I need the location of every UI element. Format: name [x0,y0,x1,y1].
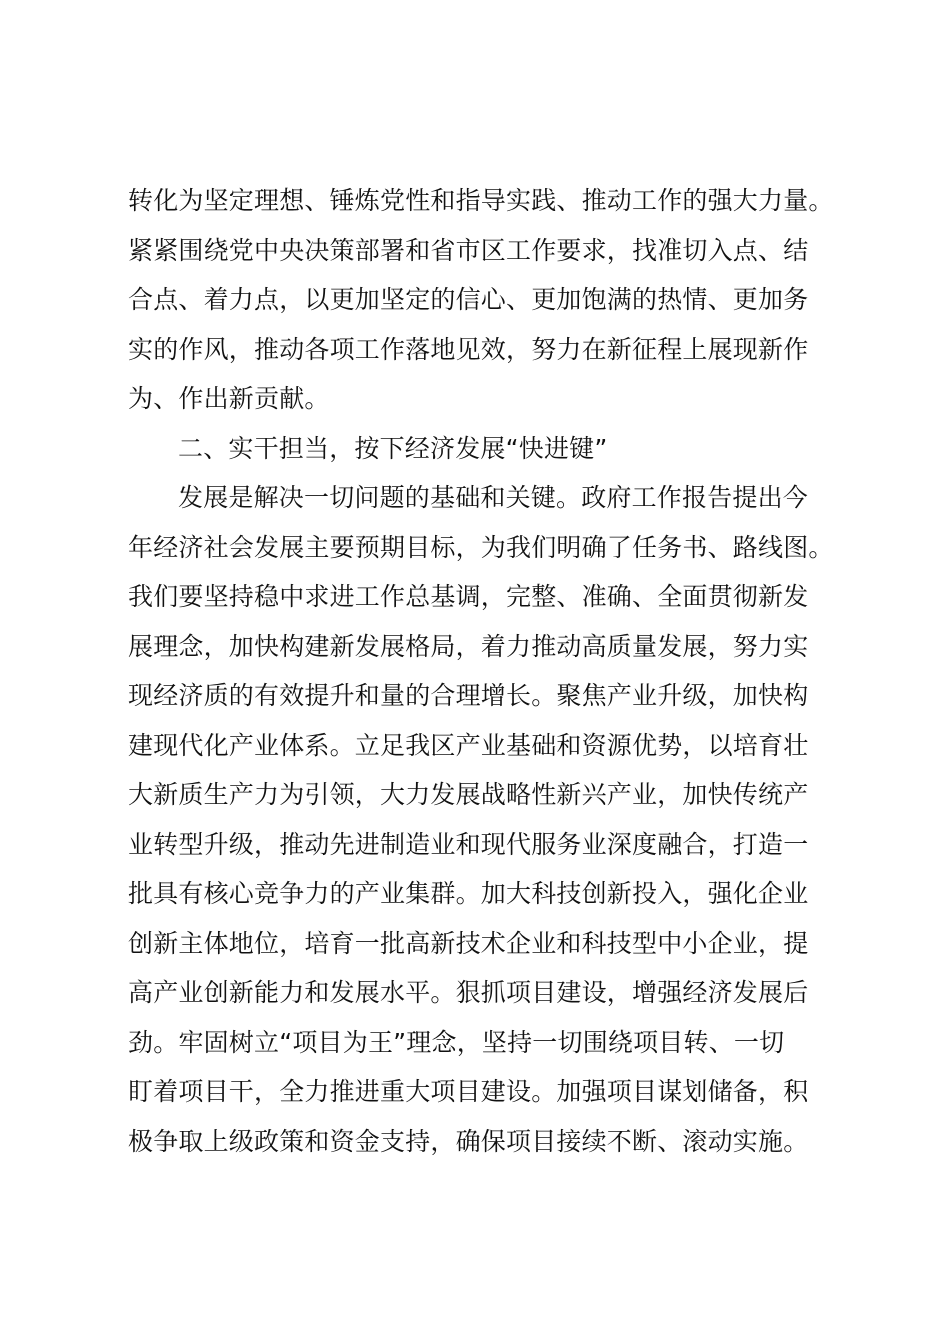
text-line-13: 大新质生产力为引领，大力发展战略性新兴产业，加快传统产 [128,780,809,809]
text-line-1: 转化为坚定理想、锤炼党性和指导实践、推动工作的强大力量。 [128,186,834,215]
text-line-14: 业转型升级，推动先进制造业和现代服务业深度融合，打造一 [128,829,809,859]
text-line-20: 极争取上级政策和资金支持，确保项目接续不断、滚动实施。 [128,1126,809,1156]
text-line-17: 高产业创新能力和发展水平。狠抓项目建设，增强经济发展后 [128,978,809,1007]
text-line-9: 我们要坚持稳中求进工作总基调，完整、准确、全面贯彻新发 [128,582,809,611]
text-line-12: 建现代化产业体系。立足我区产业基础和资源优势，以培育壮 [128,730,809,760]
text-line-4: 实的作风，推动各项工作落地见效，努力在新征程上展现新作 [128,334,809,364]
text-line-5: 为、作出新贡献。 [128,384,330,413]
section-heading: 二、实干担当，按下经济发展“快进键” [178,433,608,463]
text-line-11: 现经济质的有效提升和量的合理增长。聚焦产业升级，加快构 [128,681,809,710]
text-line-15: 批具有核心竞争力的产业集群。加大科技创新投入，强化企业 [128,879,809,908]
text-line-3: 合点、着力点，以更加坚定的信心、更加饱满的热情、更加务 [128,285,809,314]
text-line-16: 创新主体地位，培育一批高新技术企业和科技型中小企业，提 [128,928,809,958]
text-line-19: 盯着项目干，全力推进重大项目建设。加强项目谋划储备，积 [128,1077,809,1106]
text-line-10: 展理念，加快构建新发展格局，着力推动高质量发展，努力实 [128,631,809,661]
document-body [128,176,838,1166]
text-line-18: 劲。牢固树立“项目为王”理念，坚持一切围绕项目转、一切 [128,1027,785,1057]
text-line-8: 年经济社会发展主要预期目标，为我们明确了任务书、路线图。 [128,532,834,562]
text-line-7: 发展是解决一切问题的基础和关键。政府工作报告提出今 [178,483,809,512]
text-line-2: 紧紧围绕党中央决策部署和省市区工作要求，找准切入点、结 [128,235,809,265]
